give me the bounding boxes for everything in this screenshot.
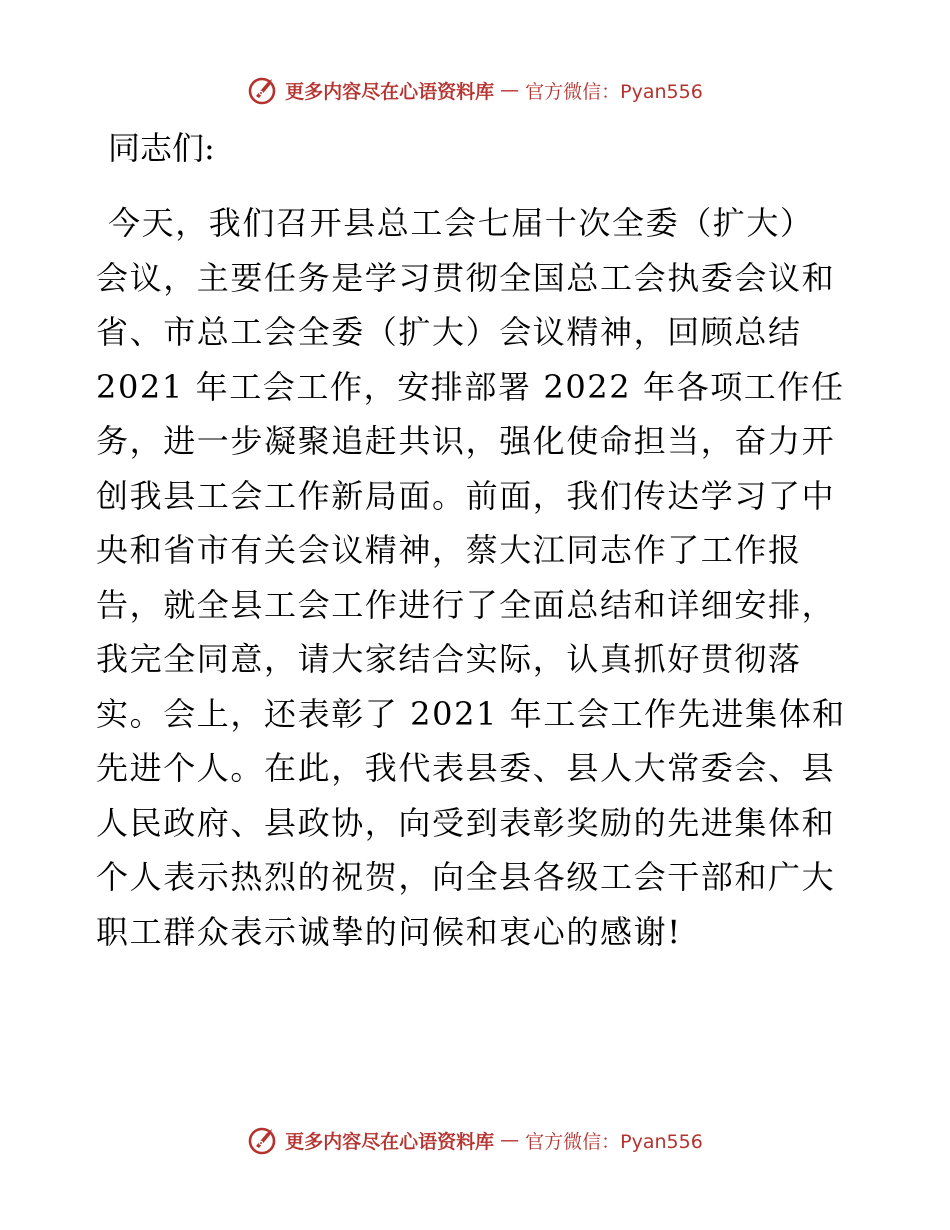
body-line: 我完全同意，请大家结合实际，认真抓好贯彻落 bbox=[96, 640, 802, 678]
body-line: 省、市总工会全委（扩大）会议精神，回顾总结 bbox=[96, 313, 802, 351]
watermark-separator: — bbox=[500, 1129, 520, 1151]
body-line: 先进个人。在此，我代表县委、县人大常委会、县 bbox=[96, 749, 836, 787]
watermark-main-text: 更多内容尽在心语资料库 bbox=[285, 1130, 495, 1153]
watermark-sub-text: 官方微信：Pyan556 bbox=[525, 1130, 703, 1153]
body-line: 职工群众表示诚挚的问候和衷心的感谢! bbox=[96, 912, 682, 951]
body-line: 创我县工会工作新局面。前面，我们传达学习了中 bbox=[96, 476, 836, 515]
body-line: 告，就全县工会工作进行了全面总结和详细安排， bbox=[96, 585, 836, 624]
body-line: 今天，我们召开县总工会七届十次全委（扩大） bbox=[108, 204, 814, 242]
watermark-main-text: 更多内容尽在心语资料库 bbox=[285, 80, 495, 103]
watermark-separator: — bbox=[500, 79, 520, 101]
document-body bbox=[96, 196, 856, 959]
body-line: 个人表示热烈的祝贺，向全县各级工会干部和广大 bbox=[96, 858, 836, 896]
header-watermark bbox=[0, 70, 950, 110]
body-line: 实。会上，还表彰了 2021 年工会工作先进集体和 bbox=[96, 694, 846, 733]
pen-nib-circle-icon bbox=[247, 74, 279, 106]
body-line: 务，进一步凝聚追赶共识，强化使命担当，奋力开 bbox=[96, 422, 836, 460]
body-line: 2021 年工会工作，安排部署 2022 年各项工作任 bbox=[96, 367, 845, 406]
pen-nib-circle-icon bbox=[247, 1124, 279, 1156]
body-line: 央和省市有关会议精神，蔡大江同志作了工作报 bbox=[96, 531, 802, 569]
footer-watermark bbox=[0, 1120, 950, 1160]
body-line: 会议，主要任务是学习贯彻全国总工会执委会议和 bbox=[96, 258, 836, 297]
document-greeting: 同志们: bbox=[108, 129, 215, 167]
watermark-sub-text: 官方微信：Pyan556 bbox=[525, 80, 703, 103]
body-line: 人民政府、县政协，向受到表彰奖励的先进集体和 bbox=[96, 803, 836, 842]
